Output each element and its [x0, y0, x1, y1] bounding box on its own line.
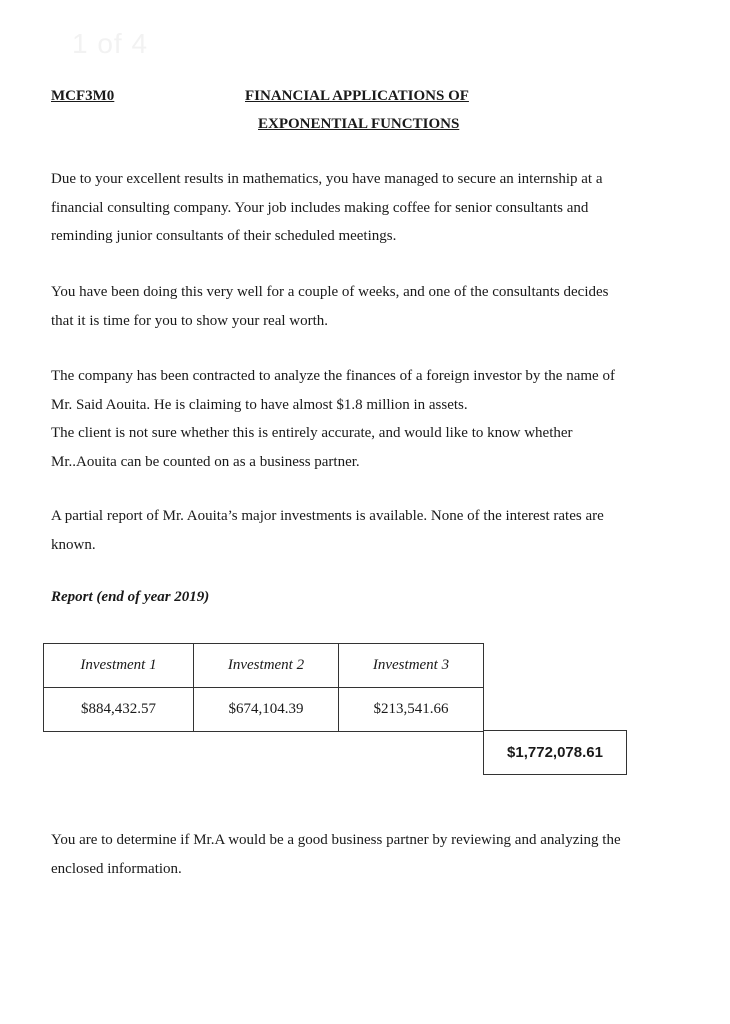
page-counter: 1 of 4 — [72, 28, 149, 59]
text-line: The company has been contracted to analyze the finances of a foreign investor by the name of — [51, 368, 615, 384]
text-line: enclosed information. — [51, 860, 182, 877]
table-header-cell: Investment 1 — [44, 644, 194, 688]
text-line: Due to your excellent results in mathematics, you have managed to secure an internship at a — [51, 171, 603, 187]
text-line: Mr..Aouita can be counted on as a business partner. — [51, 453, 360, 470]
text-line: known. — [51, 536, 96, 553]
table-header-row — [44, 644, 484, 688]
table-cell: $674,104.39 — [194, 688, 339, 732]
total-assets-box: $1,772,078.61 — [483, 730, 627, 775]
text-line: Mr. Said Aouita. He is claiming to have almost $1.8 million in assets. — [51, 396, 468, 413]
course-code: MCF3M0 — [51, 88, 115, 104]
report-heading: Report (end of year 2019) — [51, 589, 210, 605]
document-title-line-1: FINANCIAL APPLICATIONS OF — [245, 88, 469, 104]
text-line: A partial report of Mr. Aouita’s major investments is available. None of the interest rates are — [51, 508, 604, 524]
table-cell: $884,432.57 — [44, 688, 194, 732]
table-header-cell: Investment 2 — [194, 644, 339, 688]
text-line: financial consulting company. Your job includes making coffee for senior consultants and — [51, 199, 589, 216]
table-row — [44, 688, 484, 732]
text-line: You have been doing this very well for a couple of weeks, and one of the consultants decides — [51, 284, 609, 300]
intro-paragraph — [51, 165, 691, 251]
text-line: You are to determine if Mr.A would be a good business partner by reviewing and analyzing the — [51, 832, 621, 848]
investments-table — [43, 643, 484, 732]
table-cell: $213,541.66 — [339, 688, 484, 732]
text-line: The client is not sure whether this is entirely accurate, and would like to know whether — [51, 425, 573, 441]
text-line: that it is time for you to show your real worth. — [51, 312, 329, 329]
text-line: reminding junior consultants of their scheduled meetings. — [51, 228, 397, 244]
task-paragraph — [51, 826, 691, 883]
client-paragraph — [51, 362, 691, 476]
report-intro-paragraph — [51, 502, 691, 559]
table-header-cell: Investment 3 — [339, 644, 484, 688]
document-title-line-2: EXPONENTIAL FUNCTIONS — [258, 116, 460, 132]
context-paragraph — [51, 278, 691, 335]
